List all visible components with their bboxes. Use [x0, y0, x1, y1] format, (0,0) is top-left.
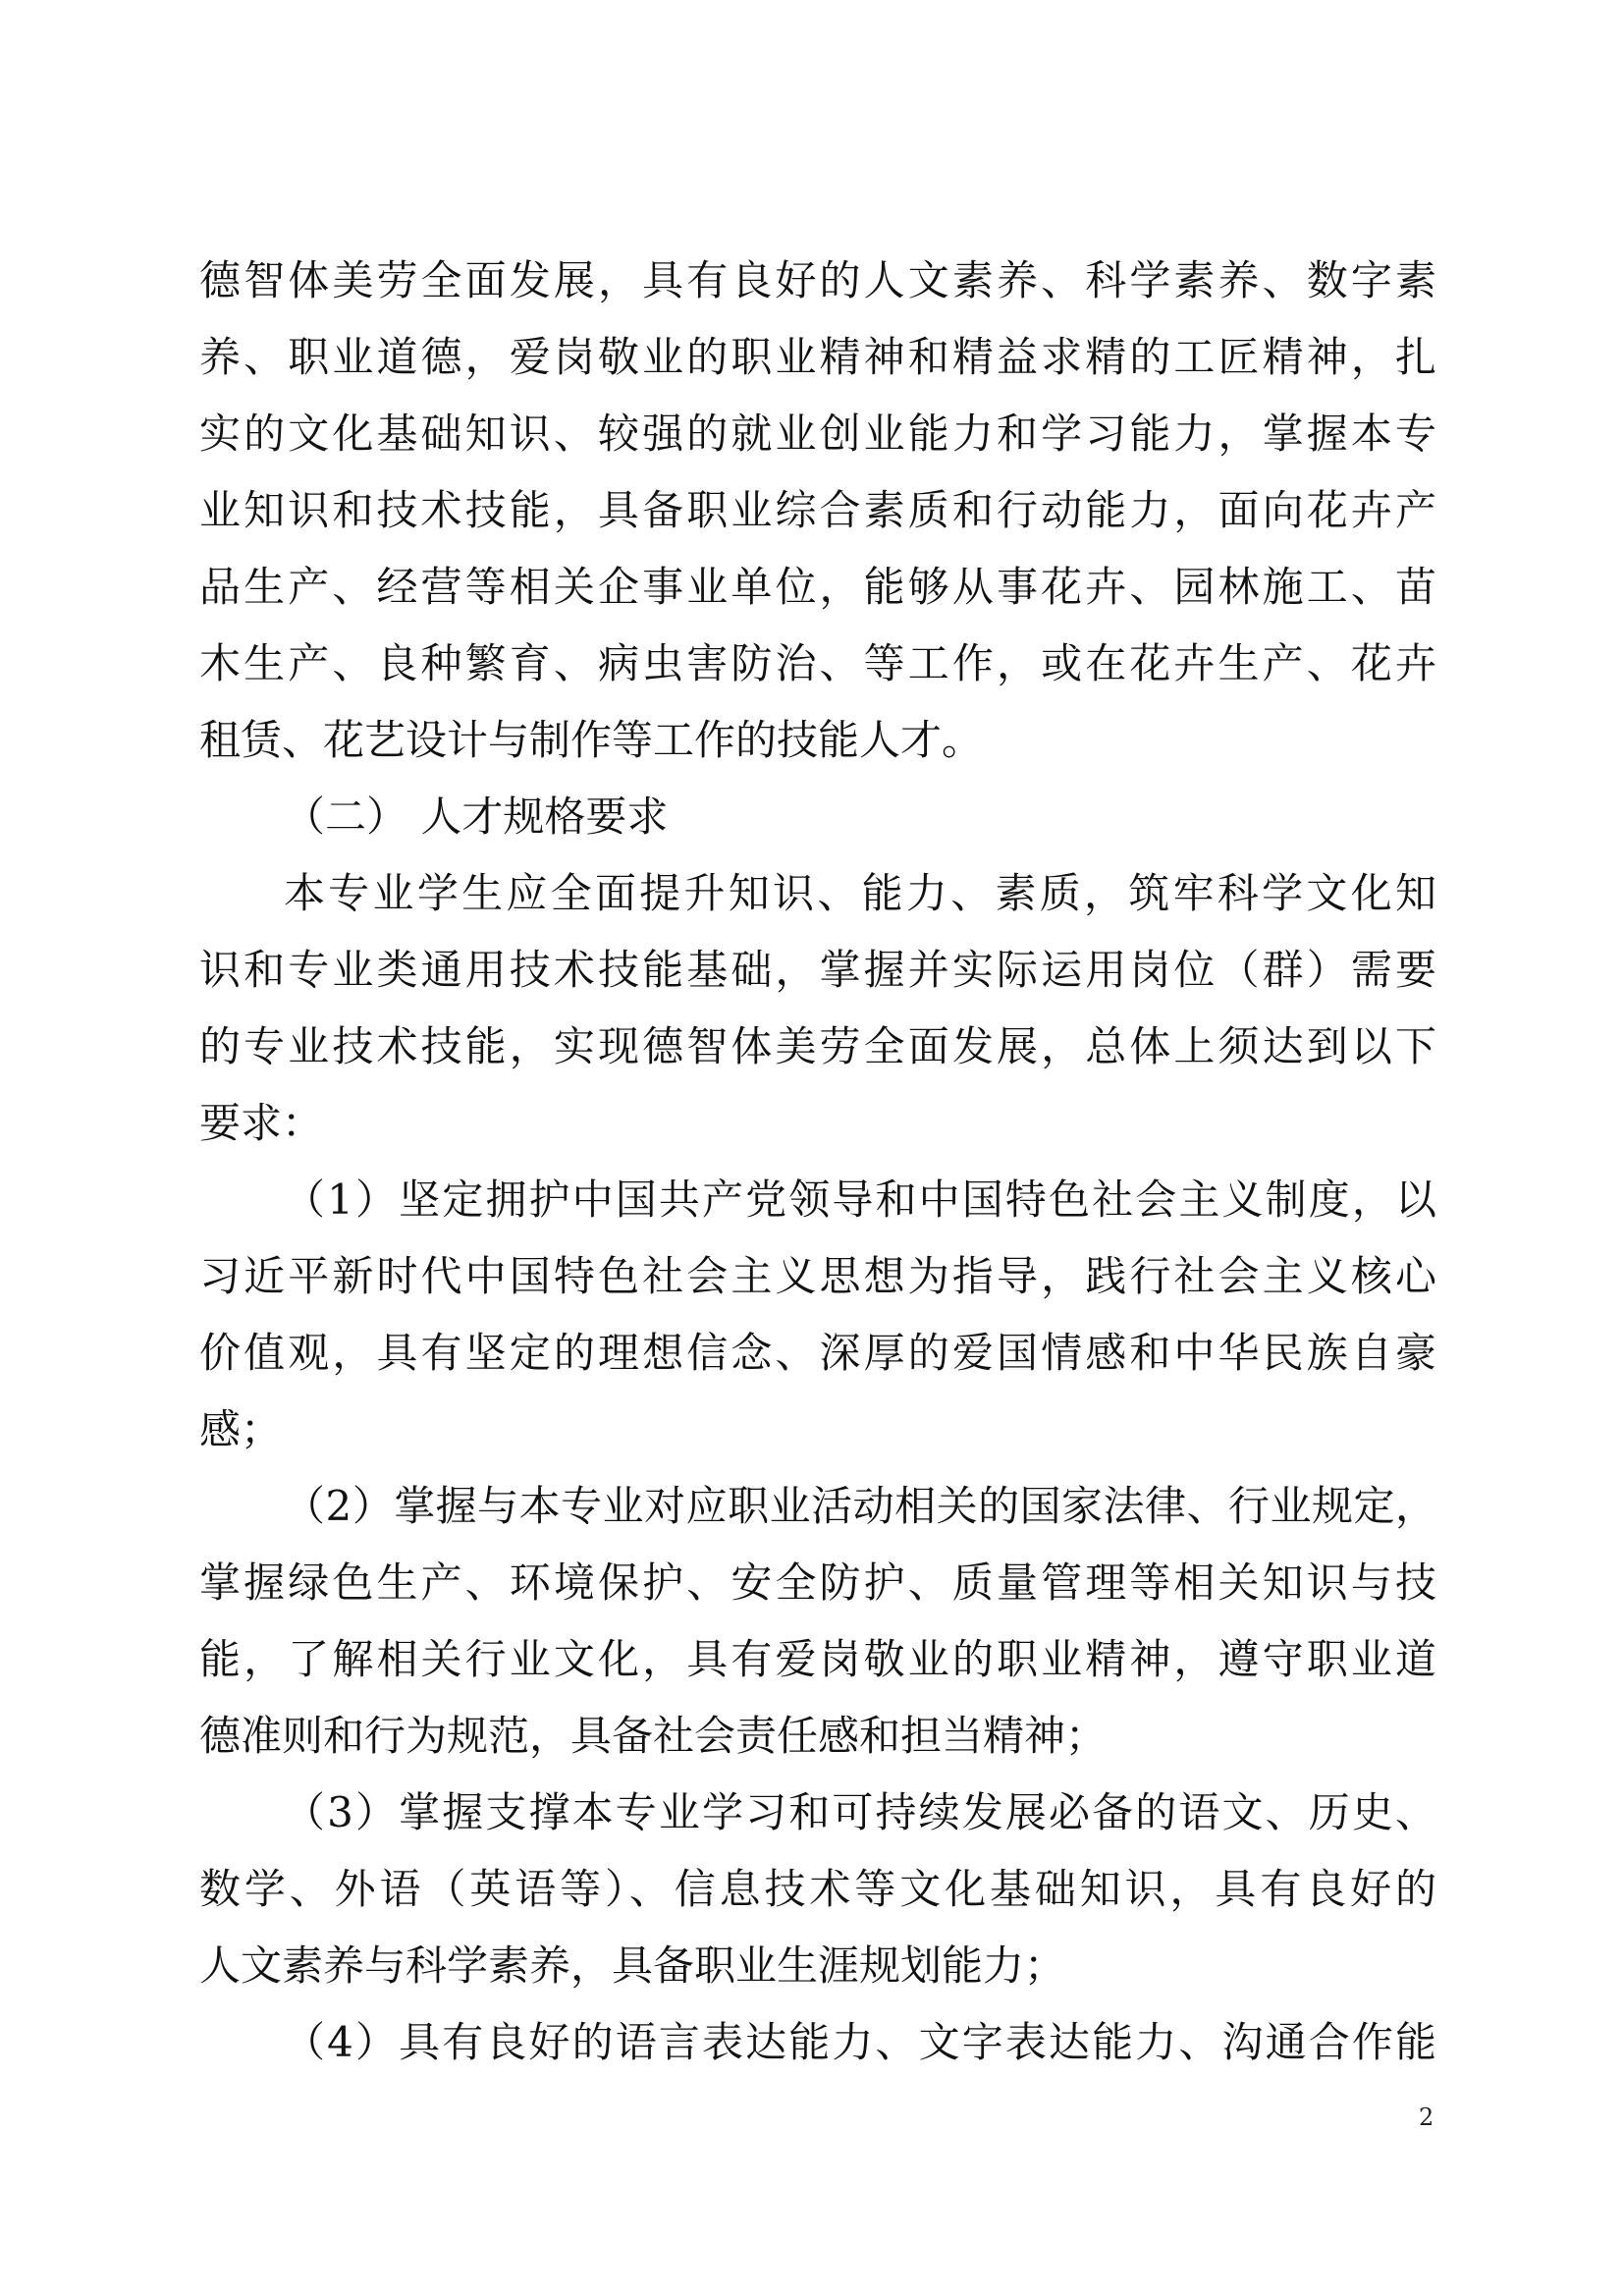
text-line: 业知识和技术技能，具备职业综合素质和行动能力，面向花卉产	[199, 486, 1436, 534]
text-line: 人文素养与科学素养，具备职业生涯规划能力；	[199, 1941, 1066, 1990]
text-line: 本专业学生应全面提升知识、能力、素质，筑牢科学文化知	[284, 869, 1436, 917]
text-line: 德准则和行为规范，具备社会责任感和担当精神；	[199, 1712, 1108, 1760]
text-line: 要求：	[199, 1099, 324, 1147]
text-line: 木生产、良种繁育、病虫害防治、等工作，或在花卉生产、花卉	[199, 639, 1436, 687]
text-line: 能，了解相关行业文化，具有爱岗敬业的职业精神，遵守职业道	[199, 1635, 1436, 1683]
section-heading: （二） 人才规格要求	[284, 793, 669, 841]
text-line: 租赁、花艺设计与制作等工作的技能人才。	[199, 716, 984, 764]
page-number: 2	[1419, 2104, 1434, 2131]
text-line: 养、职业道德，爱岗敬业的职业精神和精益求精的工匠精神，扎	[199, 333, 1436, 381]
text-line: 习近平新时代中国特色社会主义思想为指导，践行社会主义核心	[199, 1252, 1436, 1300]
text-line: 识和专业类通用技术技能基础，掌握并实际运用岗位（群）需要	[199, 946, 1436, 994]
text-line: 的专业技术技能，实现德智体美劳全面发展，总体上须达到以下	[199, 1022, 1436, 1070]
list-item-line: （2）掌握与本专业对应职业活动相关的国家法律、行业规定，	[284, 1482, 1436, 1530]
list-item-line: （4）具有良好的语言表达能力、文字表达能力、沟通合作能	[284, 2018, 1436, 2066]
text-line: 品生产、经营等相关企事业单位，能够从事花卉、园林施工、苗	[199, 563, 1436, 611]
text-line: 实的文化基础知识、较强的就业创业能力和学习能力，掌握本专	[199, 410, 1436, 458]
text-line: 感；	[199, 1405, 283, 1453]
text-line: 掌握绿色生产、环境保护、安全防护、质量管理等相关知识与技	[199, 1558, 1436, 1607]
text-line: 数学、外语（英语等）、信息技术等文化基础知识，具有良好的	[199, 1865, 1436, 1913]
text-line: 德智体美劳全面发展，具有良好的人文素养、科学素养、数字素	[199, 256, 1436, 304]
list-item-line: （3）掌握支撑本专业学习和可持续发展必备的语文、历史、	[284, 1788, 1436, 1836]
text-line: 价值观，具有坚定的理想信念、深厚的爱国情感和中华民族自豪	[199, 1329, 1436, 1377]
list-item-line: （1）坚定拥护中国共产党领导和中国特色社会主义制度，以	[284, 1175, 1436, 1224]
